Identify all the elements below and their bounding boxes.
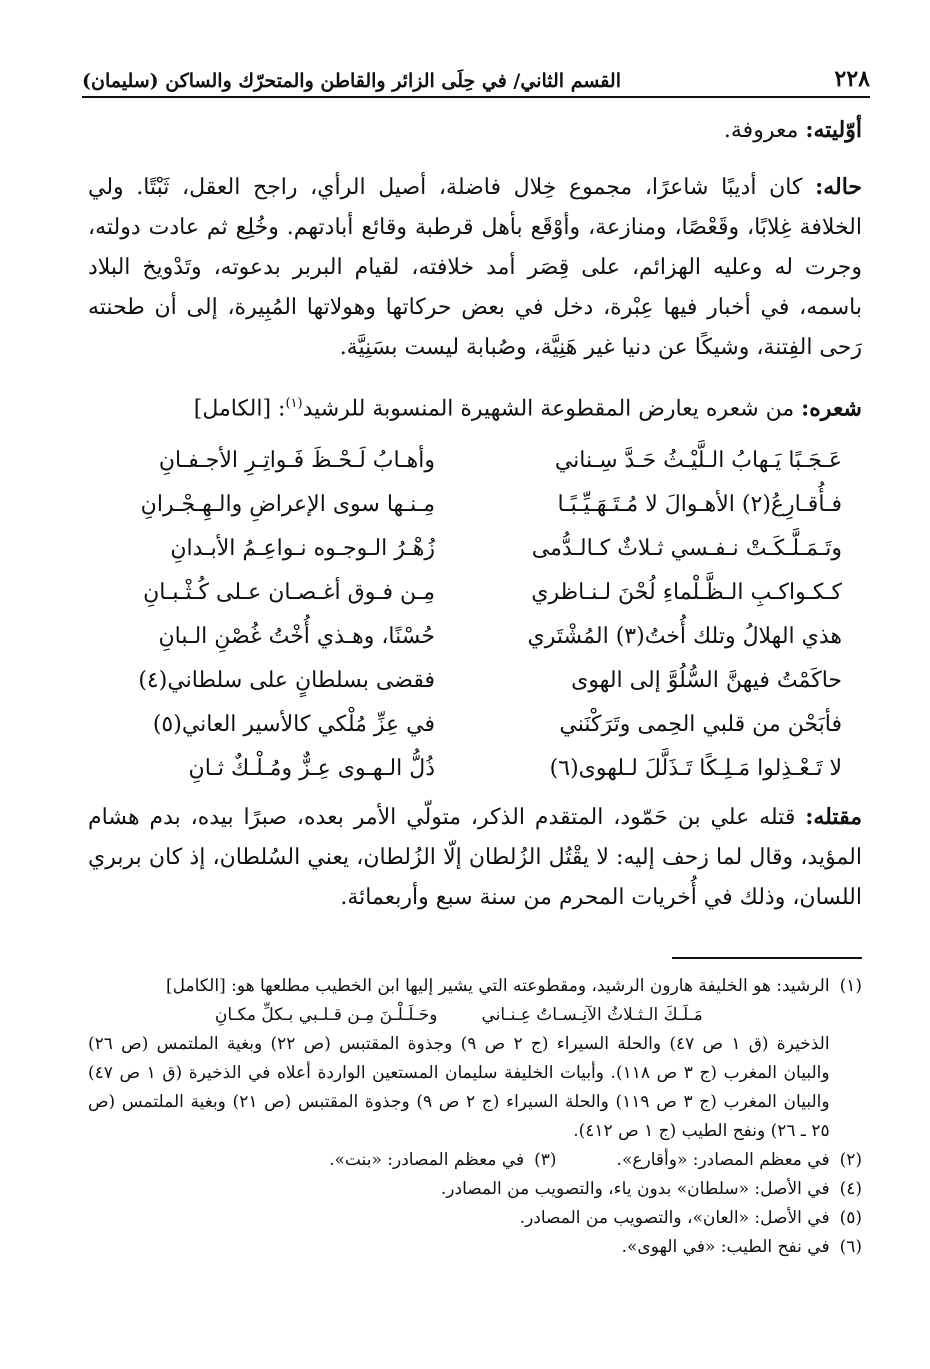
section-maqtal [88,797,862,918]
verse-hemistich: وتَـمَـلَّـكَـتْ نـفـسي ثـلاثٌ كـالـدُّمى [531,536,842,562]
footnote-number: (٣) [534,1150,557,1170]
verse-hemistich: زُهْـرُ الـوجـوه نـواعِـمُ الأبـدانِ [170,536,435,562]
verse-hemistich: حُسْنًا، وهـذي أُخْتُ غُصْنِ الـبانِ [158,624,435,650]
main-text [88,110,862,918]
footnote-text: في معظم المصادر: «وأقارع». [616,1150,830,1170]
section-label: مقتله: [805,804,862,831]
footnote-1 [88,972,862,1146]
verse-hemistich: فقضى بسلطانٍ على سلطاني(٤) [138,668,435,694]
verse-hemistich: عَـجَـبًا يَـهابُ الـلَّيْـثُ حَـدَّ سِـناني [554,448,842,474]
footnote-sources: الذخيرة (ق ١ ص ٤٧) والحلة السيراء (ج ٢ ص ٩) وجذوة المقتبس (ص ٢٢) وبغية الملتمس (ص ٢٦) والبيان المغرب (ج ٣ ص ١١٨). وأبيات الخليفة سليمان المستعين الواردة أعلاه في الذخيرة (ق ١ ص ٤٧) والبيان المغرب (ج ٣ ص ١١٩) والحلة السيراء (ج ٢ ص ٩) وجذوة المقتبس (ص ٢١) وبغية الملتمس (ص ٢٥ ـ ٢٦) ونفح الطيب (ج ١ ص ٤١٢). [88,1034,830,1141]
verse-hemistich: مِـنـها سوى الإعراضِ والـهِـجْـرانِ [140,492,435,518]
verse-hemistich: حاكَمْتُ فيهنَّ السُّلُوَّ إلى الهوى [571,668,842,694]
section-text: من شعره يعارض المقطوعة الشهيرة المنسوبة للرشيد [302,396,802,422]
footnote-text: في معظم المصادر: «بنت». [329,1150,525,1170]
footnote-ref: (١) [285,396,303,411]
poem-meter: : [الكامل] [193,396,286,422]
footnote-3 [329,1146,556,1175]
verse-hemistich: فأبَحْن من قلبي الحِمى وتَرَكْنَني [559,712,842,738]
section-hal [88,167,862,368]
footnote-text: في نفح الطيب: «في الهوى». [621,1237,830,1257]
verse-hemistich: في عِزِّ مُلْكي كالأسير العاني(٥) [152,712,435,738]
running-header [82,58,870,98]
section-text: معروفة. [723,118,806,143]
footnote-number: (٥) [839,1208,862,1228]
verse-hemistich: فـأُقـارِعُ(٢) الأهـوالَ لا مُـتَـهَـيِّـبًـا [557,492,842,518]
footnotes [88,972,862,1262]
footnote-6 [88,1233,862,1262]
verse-hemistich: ذُلُّ الـهـوى عِـزٌّ ومُـلْـكٌ ثـانِ [188,756,435,782]
verse-hemistich: هذي الهلالُ وتلك أُختُ(٣) المُشْتَري [527,624,842,650]
footnote-5 [88,1204,862,1233]
section-text: قتله علي بن حَمّود، المتقدم الذكر، متولّي الأمر بعده، صبرًا بيده، بدم هشام المؤيد، وقال لما زحف إليه: لا يقْتُل الزُلطان إلّا الزُلطان، يعني السُلطان، إذ كان بربري اللسان، وذلك في أُخريات المحرم من سنة سبع وأربعمائة. [88,805,862,911]
footnote-text: في الأصل: «العان»، والتصويب من المصادر. [519,1208,830,1228]
verse-hemistich: وأهـابُ لَـحْـظَ فَـواتِـرِ الأجـفـانِ [158,448,435,474]
verse-hemistich: كـكـواكـبِ الـظَّـلْماءِ لُحْنَ لـنـاظري [531,580,842,606]
poem [88,439,862,791]
footnote-text: في الأصل: «سلطان» بدون ياء، والتصويب من المصادر. [440,1179,830,1199]
verse-hemistich: وحَـلَـلْـنَ مِـن قـلـبي بـكلِّ مكـانِ [214,1005,438,1025]
footnote-number: (١) [839,976,862,996]
section-label: حاله: [815,174,862,200]
section-shir [88,384,862,429]
footnote-number: (٦) [839,1237,862,1257]
section-awwaliyya [88,110,862,151]
footnote-separator [672,957,862,959]
footnote-verse [88,1001,830,1030]
footnote-pair [88,1146,862,1175]
verse-hemistich: لا تَـعْـذِلوا مَـلِـكًا تَـذَلَّلَ لـلهوى(٦) [549,756,842,782]
footnote-number: (٢) [839,1150,862,1170]
footnote-2 [617,1146,862,1175]
footnote-text: الرشيد: هو الخليفة هارون الرشيد، ومقطوعته التي يشير إليها ابن الخطيب مطلعها هو: [الكامل] [165,976,830,996]
verse-hemistich: مَـلَـكَ الـثـلاثُ الآنِـسـاتُ عِـنـاني [481,1005,703,1025]
page-number: ٢٢٨ [834,66,870,92]
section-text: كان أديبًا شاعرًا، مجموع خِلال فاضلة، أصيل الرأي، راجح العقل، ثَبْتًا. ولي الخلافة غِلابًا، وقَعْصًا، ومنازعة، وأوْقَع بأهل قرطبة وقائع أبادتهم. وخُلِع ثم عادت دولته، وجرت له وعليه الهزائم، على قِصَر أمد خلافته، لقيام البربر بدعوته، وتَدْويخ البلاد باسمه، في أخبار فيها عِبْرة، دخل في بعض حركاتها وهولاتها المُبِيرة، إلى أن طحنته رَحى الفِتنة، وشيكًا عن دنيا غير هَنِيَّة، وصُبابة ليست بسَنِيَّة. [88,175,862,360]
section-label: أوّليته: [805,117,862,143]
section-label: شعره: [801,395,862,422]
footnote-number: (٤) [839,1179,862,1199]
running-title: القسم الثاني/ في حِلَى الزائر والقاطن والمتحرّك والساكن (سليمان) [82,70,621,92]
verse-hemistich: مِـن فـوق أغـصـان عـلى كُـثْـبـانِ [143,580,435,606]
footnote-4 [88,1175,862,1204]
